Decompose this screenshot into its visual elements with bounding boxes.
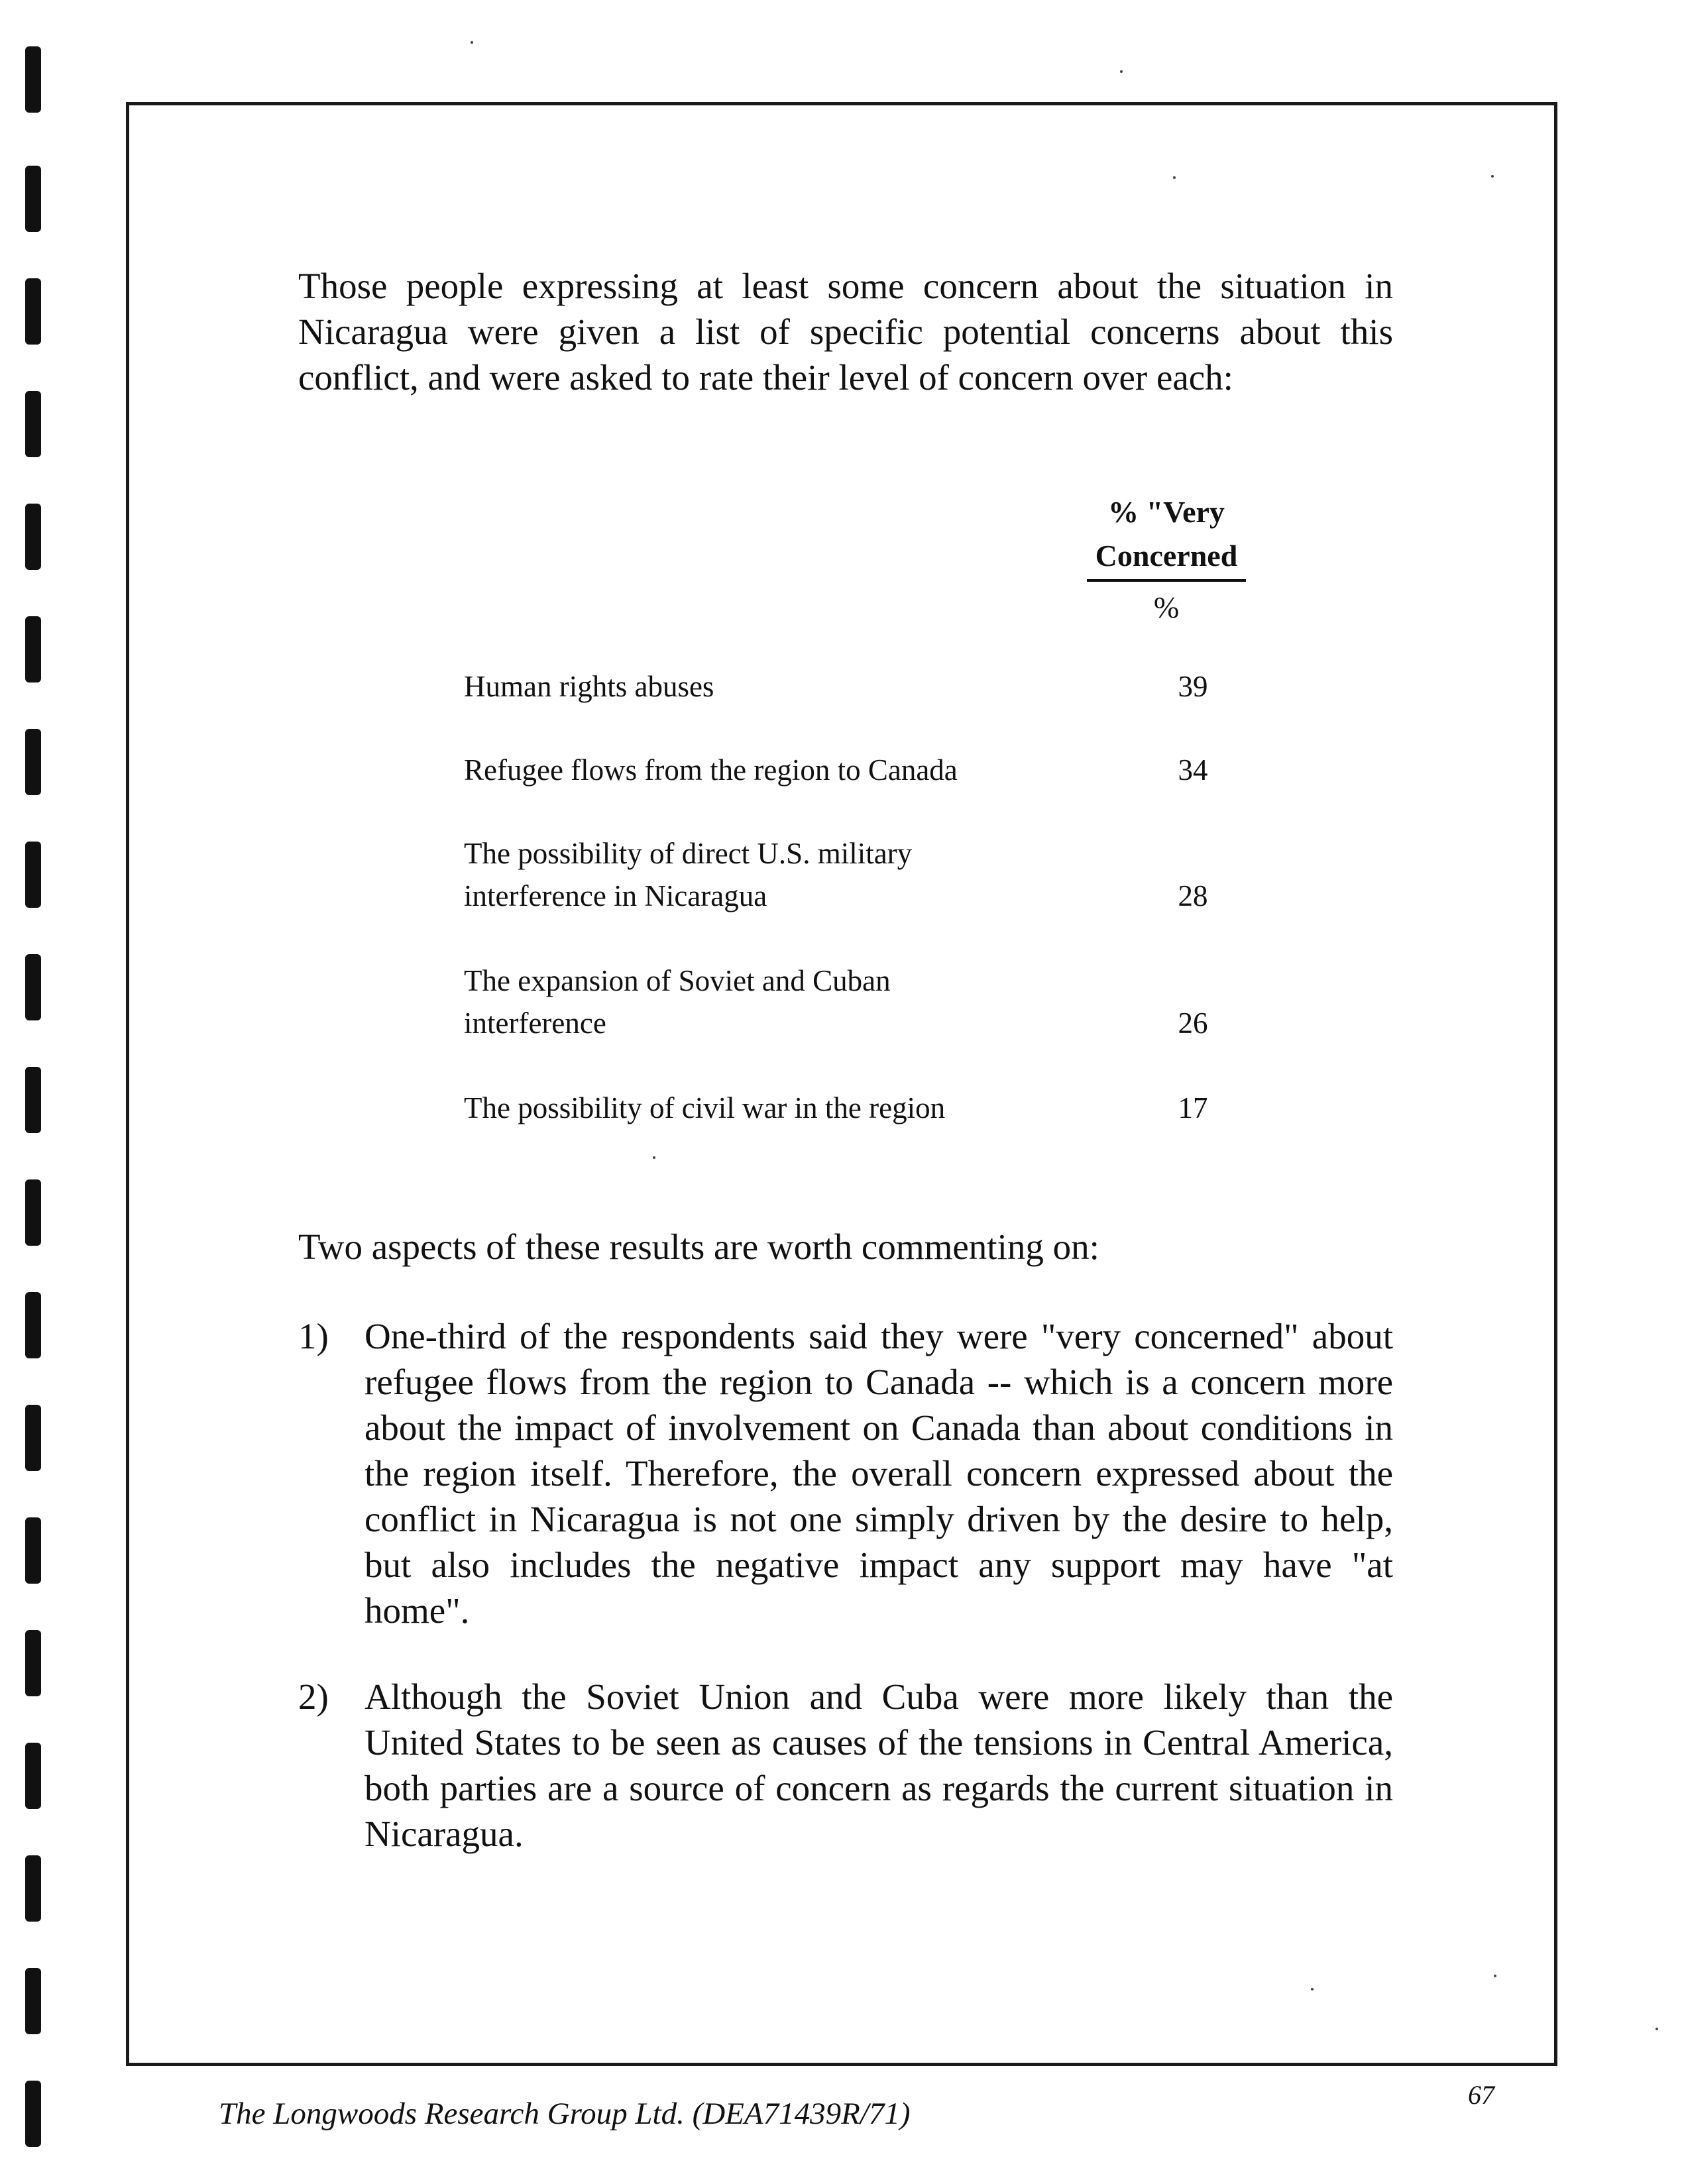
binder-mark <box>25 504 41 570</box>
row-value: 17 <box>1178 1091 1208 1124</box>
page-number: 67 <box>1468 2080 1494 2110</box>
row-label: The possibility of civil war in the region <box>464 1091 946 1124</box>
row-value: 34 <box>1178 753 1208 787</box>
table-column-header <box>1087 490 1246 629</box>
row-label: The possibility of direct U.S. military interference in Nicaragua <box>464 837 913 912</box>
intro-paragraph: Those people expressing at least some concern about the situation in Nicaragua were given a list of specific potential concerns about this conflict, and were asked to rate their level of concern over each: <box>298 266 1393 398</box>
header-line-1: % "Very <box>1108 495 1225 529</box>
binder-mark <box>25 1743 41 1809</box>
binder-mark <box>25 729 41 795</box>
binder-mark <box>25 1292 41 1358</box>
binder-mark <box>25 391 41 457</box>
binder-mark <box>25 278 41 345</box>
binder-mark <box>25 1968 41 2034</box>
row-value: 39 <box>1178 670 1208 703</box>
list-text: Although the Soviet Union and Cuba were more likely than the United States to be seen as causes of the tensions in Central America, both parties are a source of concern as regards the current situation in Nicaragua. <box>364 1676 1393 1854</box>
scan-speck <box>471 41 473 44</box>
list-text: One-third of the respondents said they were "very concerned" about refugee flows from the region to Canada -- which is a concern more about the impact of involvement on Canada than about conditions in the region itself. Therefore, the overall concern expressed about the conflict in Nicaragua is not one simply driven by the desire to help, but also includes the negative impact any support may have "at home". <box>364 1316 1393 1631</box>
scan-speck <box>1655 2028 1658 2030</box>
binder-mark <box>25 954 41 1020</box>
list-number: 2) <box>298 1676 329 1717</box>
binder-mark <box>25 616 41 682</box>
binder-mark <box>25 46 41 113</box>
binder-mark <box>25 2081 41 2147</box>
row-value: 26 <box>1178 1007 1208 1040</box>
row-label: Human rights abuses <box>464 670 714 703</box>
binder-mark <box>25 1630 41 1696</box>
binder-mark <box>25 1855 41 1922</box>
row-label: The expansion of Soviet and Cuban interference <box>464 964 891 1040</box>
binder-mark <box>25 1405 41 1471</box>
aspects-paragraph: Two aspects of these results are worth commenting on: <box>298 1227 1099 1267</box>
binder-mark <box>25 166 41 232</box>
footer-citation: The Longwoods Research Group Ltd. (DEA71439R/71) <box>219 2097 911 2131</box>
binder-mark <box>25 1179 41 1246</box>
row-label: Refugee flows from the region to Canada <box>464 753 958 787</box>
binder-mark <box>25 1067 41 1133</box>
binder-mark <box>25 842 41 908</box>
header-line-2: Concerned <box>1087 534 1246 582</box>
binder-mark <box>25 1517 41 1584</box>
header-line-3: % <box>1153 590 1180 624</box>
scan-speck <box>1120 70 1123 73</box>
list-number: 1) <box>298 1316 329 1356</box>
row-value: 28 <box>1178 879 1208 912</box>
